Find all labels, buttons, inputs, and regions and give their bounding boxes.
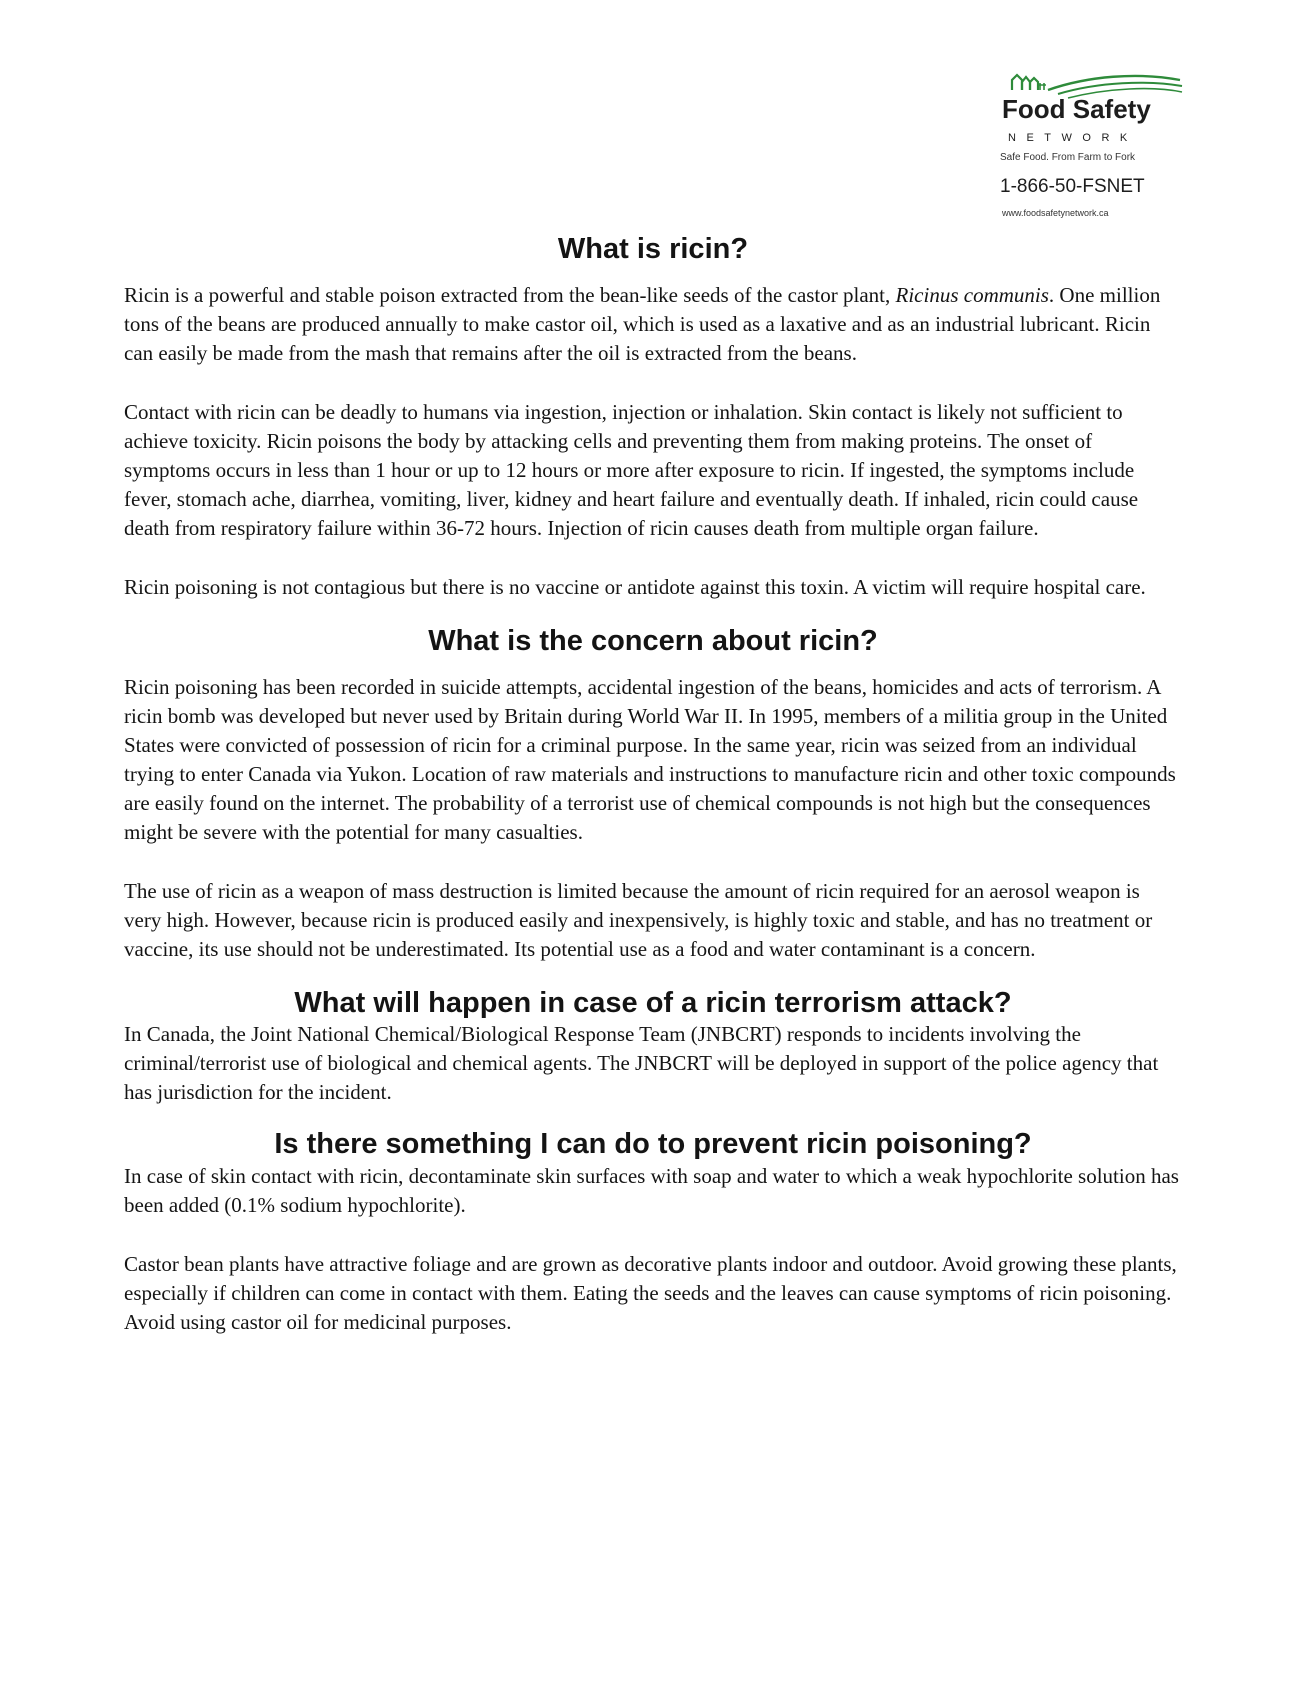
- logo-phone-number: 1-866-50-FSNET: [1000, 176, 1145, 197]
- paragraph: [124, 281, 1182, 368]
- paragraph: The use of ricin as a weapon of mass destruction is limited because the amount of ricin required for an aerosol weapon is very high. However, because ricin is produced easily and inexpensively, is highly toxic and stable, and has no treatment or vaccine, its use should not be underestimated. Its potential use as a food and water contaminant is a concern.: [124, 878, 1153, 961]
- food-safety-network-logo: [990, 66, 1190, 236]
- document-body: [124, 232, 1182, 1337]
- logo-website: www.foodsafetynetwork.ca: [1002, 208, 1109, 218]
- paragraph-text: . One million tons of the beans are produced annually to make castor oil, which is used as a laxative and as an industrial lubricant. Ricin can easily be made from the mash that remains after the oil is extracted from the beans.: [124, 282, 1161, 365]
- paragraph: Ricin poisoning is not contagious but there is no vaccine or antidote against this toxin. A victim will require hospital care.: [124, 574, 1146, 599]
- species-name: Ricinus communis: [895, 282, 1049, 307]
- paragraph: Contact with ricin can be deadly to humans via ingestion, injection or inhalation. Skin contact is likely not sufficient to achieve toxicity. Ricin poisons the body by attacking cells and preventing them from making proteins. The onset of symptoms occurs in less than 1 hour or up to 12 hours or more after exposure to ricin. If ingested, the symptoms include fever, stomach ache, diarrhea, vomiting, liver, kidney and heart failure and eventually death. If inhaled, ricin could cause death from respiratory failure within 36-72 hours. Injection of ricin causes death from multiple organ failure.: [124, 399, 1139, 540]
- logo-tagline: Safe Food. From Farm to Fork: [1000, 152, 1136, 163]
- section-heading: What is the concern about ricin?: [428, 624, 878, 657]
- logo-title: Food Safety: [1002, 94, 1151, 124]
- logo-network-text: NETWORK: [1008, 132, 1138, 144]
- section-heading: What will happen in case of a ricin terrorism attack?: [294, 986, 1012, 1019]
- paragraph: In Canada, the Joint National Chemical/Biological Response Team (JNBCRT) responds to incidents involving the criminal/terrorist use of biological and chemical agents. The JNBCRT will be deployed in support of the police agency that has jurisdiction for the incident.: [124, 1022, 1159, 1105]
- section-heading: What is ricin?: [557, 233, 749, 265]
- section-heading: Is there something I can do to prevent ricin poisoning?: [274, 1128, 1032, 1161]
- paragraph: Ricin poisoning has been recorded in suicide attempts, accidental ingestion of the beans, homicides and acts of terrorism. A ricin bomb was developed but never used by Britain during World War II. In 1995, members of a militia group in the United States were convicted of possession of ricin for a criminal purpose. In the same year, ricin was seized from an individual trying to enter Canada via Yukon. Location of raw materials and instructions to manufacture ricin and other toxic compounds are easily found on the internet. The probability of a terrorist use of chemical compounds is not high but the consequences might be severe with the potential for many casualties.: [124, 674, 1176, 844]
- paragraph: Castor bean plants have attractive foliage and are grown as decorative plants indoor and outdoor. Avoid growing these plants, especially if children can come in contact with them. Eating the seeds and the leaves can cause symptoms of ricin poisoning. Avoid using castor oil for medicinal purposes.: [124, 1252, 1177, 1335]
- paragraph-text: Ricin is a powerful and stable poison extracted from the bean-like seeds of the castor plant,: [124, 282, 896, 307]
- paragraph: In case of skin contact with ricin, decontaminate skin surfaces with soap and water to which a weak hypochlorite solution has been added (0.1% sodium hypochlorite).: [124, 1164, 1179, 1218]
